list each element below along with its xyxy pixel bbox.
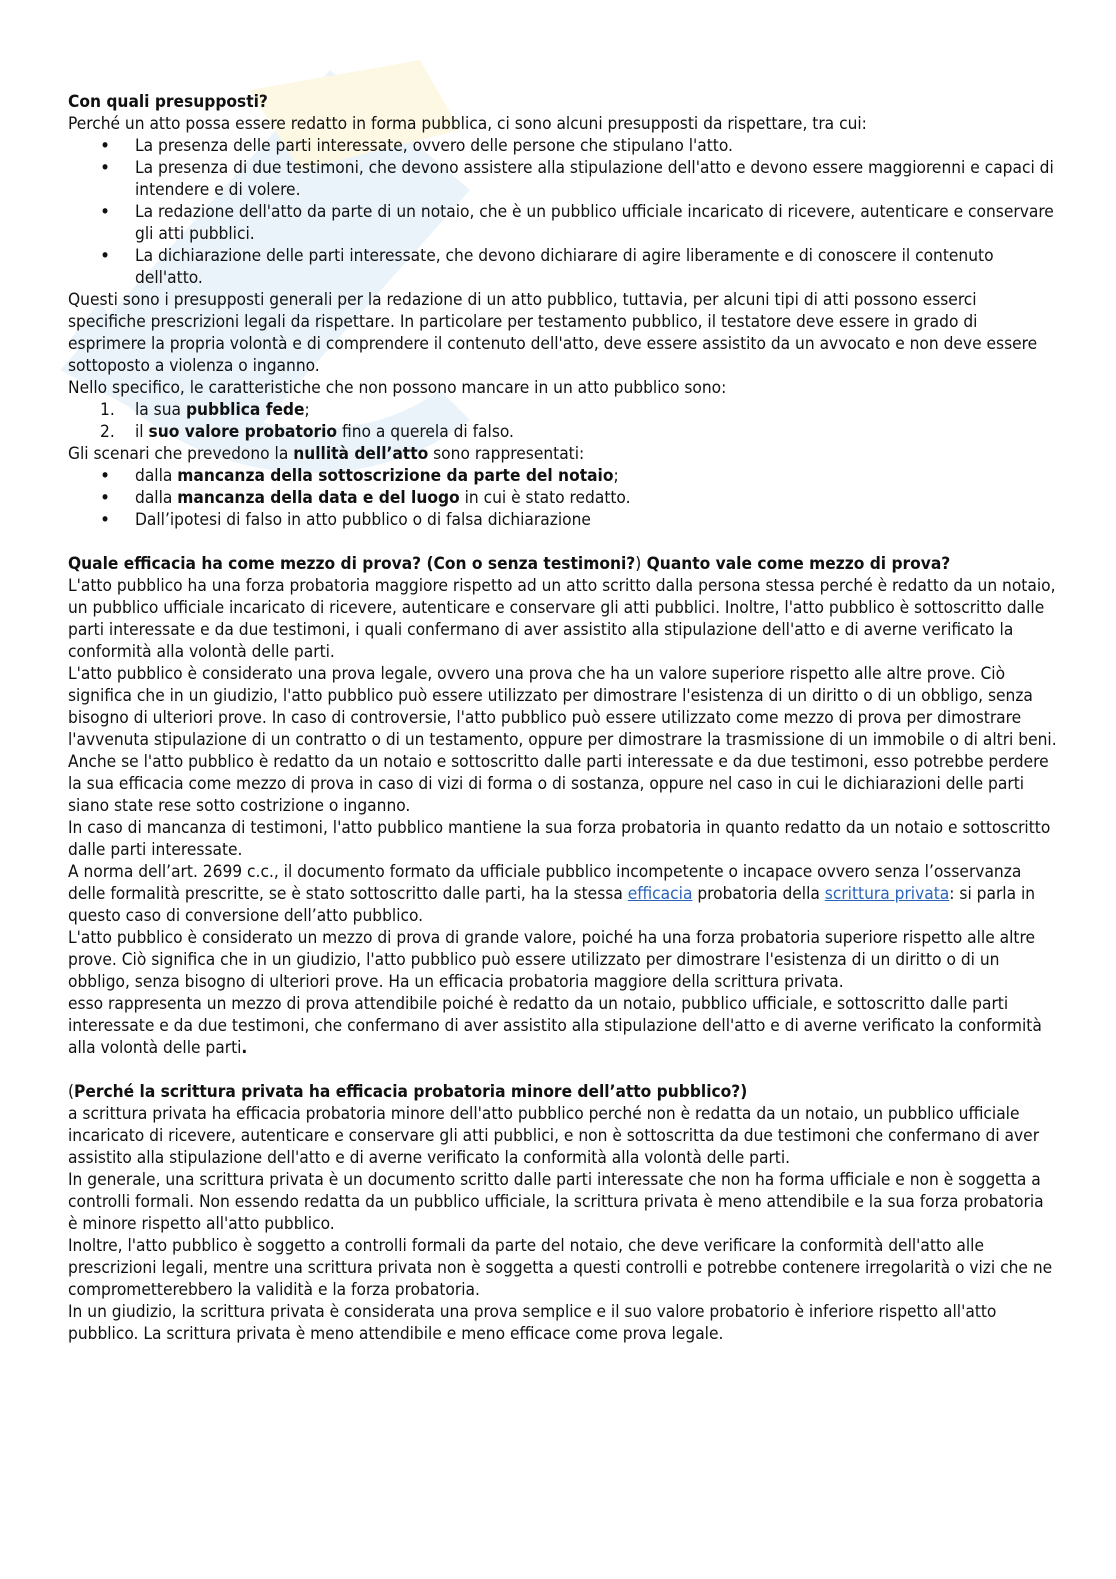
spacer (68, 531, 1058, 553)
paragraph: L'atto pubblico ha una forza probatoria maggiore rispetto ad un atto scritto dalla persona stessa perché è redatto da un notaio, un pubblico ufficiale incaricato di ricevere, autenticare e conservare gli atti pubblici. Inoltre, l'atto pubblico è sottoscritto dalle parti interessate e da due testimoni, i quali confermano di aver assistito alla stipulazione dell'atto e di averne verificato la conformità alla volontà delle parti. (68, 576, 1056, 662)
text-run: esso rappresenta un mezzo di prova attendibile poiché è redatto da un notaio, pubblico ufficiale, e sottoscritto dalle parti interessate e da due testimoni, che confermano di aver assistito alla stipulazione dell'atto e di averne verificato la conformità alla volontà delle parti (68, 994, 1042, 1058)
paragraph: Questi sono i presupposti generali per la redazione di un atto pubblico, tuttavia, per alcuni tipi di atti possono esserci specifiche prescrizioni legali da rispettare. In particolare per testamento pubblico, il testatore deve essere in grado di esprimere la propria volontà e di comprendere il contenuto dell'atto, deve essere assistito da un avvocato e non deve essere sottoposto a violenza o inganno. (68, 290, 1038, 376)
list-item: • La dichiarazione delle parti interessate, che devono dichiarare di agire liberamente e di conoscere il contenuto dell'atto. (68, 245, 1058, 289)
section-heading (68, 1081, 1058, 1103)
paragraph: Inoltre, l'atto pubblico è soggetto a controlli formali da parte del notaio, che deve verificare la conformità dell'atto alle prescrizioni legali, mentre una scrittura privata non è soggetta a questi controlli e potrebbe contenere irregolarità o vizi che ne comprometterebbero la validità e la forza probatoria. (68, 1236, 1053, 1300)
list-item (68, 399, 1058, 421)
list-item: • La presenza di due testimoni, che devono assistere alla stipulazione dell'atto e devono essere maggiorenni e capaci di intendere e di volere. (68, 157, 1058, 201)
list-text-bold: mancanza della sottoscrizione da parte del notaio (177, 466, 614, 486)
list-text: in cui è stato redatto. (459, 488, 631, 508)
list-number: 1. (100, 400, 115, 420)
list-text-bold: suo valore probatorio (148, 422, 338, 442)
list-text: dalla (135, 488, 178, 508)
paragraph: Anche se l'atto pubblico è redatto da un notaio e sottoscritto dalle parti interessate e da due testimoni, esso potrebbe perdere la sua efficacia come mezzo di prova in caso di vizi di forma o di sostanza, oppure nel caso in cui le dichiarazioni delle parti siano state rese sotto costrizione o inganno. (68, 752, 1049, 816)
list-item (68, 465, 1058, 487)
bullet-list (68, 135, 1058, 289)
paragraph: Perché un atto possa essere redatto in forma pubblica, ci sono alcuni presupposti da rispettare, tra cui: (68, 114, 867, 134)
list-text: ; (613, 466, 619, 486)
heading-text: ( (68, 1082, 75, 1102)
spacer (68, 1059, 1058, 1081)
list-text: Dall’ipotesi di falso in atto pubblico o di falsa dichiarazione (135, 510, 591, 530)
paragraph: L'atto pubblico è considerato un mezzo di prova di grande valore, poiché ha una forza probatoria superiore rispetto alle altre prove. Ciò significa che in un giudizio, l'atto pubblico può essere utilizzato per dimostrare l'esistenza di un diritto o di un obbligo, senza bisogno di ulteriori prove. Ha un efficacia probatoria maggiore della scrittura privata. (68, 928, 1035, 992)
list-text: fino a querela di falso. (337, 422, 514, 442)
efficacia-link[interactable]: efficacia (627, 884, 693, 904)
heading-text: Quanto vale come mezzo di prova? (641, 554, 951, 574)
scrittura-privata-link[interactable]: scrittura privata (824, 884, 950, 904)
paragraph (68, 861, 1058, 927)
text-run: probatoria della (692, 884, 825, 904)
list-text: il (135, 422, 149, 442)
list-item (68, 509, 1058, 531)
section-heading: Con quali presupposti? (68, 92, 268, 112)
list-text-bold: mancanza della data e del luogo (177, 488, 460, 508)
heading-text: Perché la scrittura privata ha efficacia probatoria minore dell’atto pubblico?) (74, 1082, 748, 1102)
paragraph: Nello specifico, le caratteristiche che non possono mancare in un atto pubblico sono: (68, 378, 727, 398)
bullet-list (68, 465, 1058, 531)
heading-text: Quale efficacia ha come mezzo di prova? (Con o senza testimoni? (68, 554, 636, 574)
text-run: sono rappresentati: (428, 444, 585, 464)
text-run: Gli scenari che prevedono la (68, 444, 294, 464)
paragraph: In caso di mancanza di testimoni, l'atto pubblico mantiene la sua forza probatoria in quanto redatto da un notaio e sottoscritto dalle parti interessate. (68, 818, 1051, 860)
numbered-list (68, 399, 1058, 443)
text-run-bold: nullità dell’atto (293, 444, 429, 464)
list-text: la sua (135, 400, 186, 420)
list-item: • La presenza delle parti interessate, ovvero delle persone che stipulano l'atto. (68, 135, 1058, 157)
document-page (68, 91, 1058, 1345)
section-heading (68, 553, 1058, 575)
list-number: 2. (100, 422, 115, 442)
paragraph: In generale, una scrittura privata è un documento scritto dalle parti interessate che non ha forma ufficiale e non è soggetta a controlli formali. Non essendo redatta da un pubblico ufficiale, la scrittura privata è meno attendibile e la sua forza probatoria è minore rispetto all'atto pubblico. (68, 1170, 1044, 1234)
list-item (68, 421, 1058, 443)
heading-text: ) (635, 554, 642, 574)
text-run: : si parla in questo caso di conversione dell’atto pubblico. (68, 884, 1036, 926)
paragraph (68, 443, 1058, 465)
text-run: A norma dell’art. 2699 c.c., il documento formato da ufficiale pubblico incompetente o incapace ovvero senza l’osservanza delle formalità prescritte, se è stato sottoscritto dalle parti, ha la stessa (68, 862, 1022, 904)
text-run-bold: . (241, 1038, 248, 1058)
list-item (68, 487, 1058, 509)
list-text: ; (304, 400, 310, 420)
list-text-bold: pubblica fede (185, 400, 305, 420)
list-text: dalla (135, 466, 178, 486)
paragraph: L'atto pubblico è considerato una prova legale, ovvero una prova che ha un valore superiore rispetto alle altre prove. Ciò significa che in un giudizio, l'atto pubblico può essere utilizzato per dimostrare l'esistenza di un diritto o di un obbligo, senza bisogno di ulteriori prove. In caso di controversie, l'atto pubblico può essere utilizzato come mezzo di prova per dimostrare l'avvenuta stipulazione di un contratto o di un testamento, oppure per dimostrare la trasmissione di un immobile o di altri beni. (68, 664, 1057, 750)
paragraph (68, 993, 1058, 1059)
paragraph: In un giudizio, la scrittura privata è considerata una prova semplice e il suo valore probatorio è inferiore rispetto all'atto pubblico. La scrittura privata è meno attendibile e meno efficace come prova legale. (68, 1302, 997, 1344)
list-item: • La redazione dell'atto da parte di un notaio, che è un pubblico ufficiale incaricato di ricevere, autenticare e conservare gli atti pubblici. (68, 201, 1058, 245)
paragraph: a scrittura privata ha efficacia probatoria minore dell'atto pubblico perché non è redatta da un notaio, un pubblico ufficiale incaricato di ricevere, autenticare e conservare gli atti pubblici, e non è sottoscritta da due testimoni che confermano di aver assistito alla stipulazione dell'atto e di averne verificato la conformità alla volontà delle parti. (68, 1104, 1040, 1168)
